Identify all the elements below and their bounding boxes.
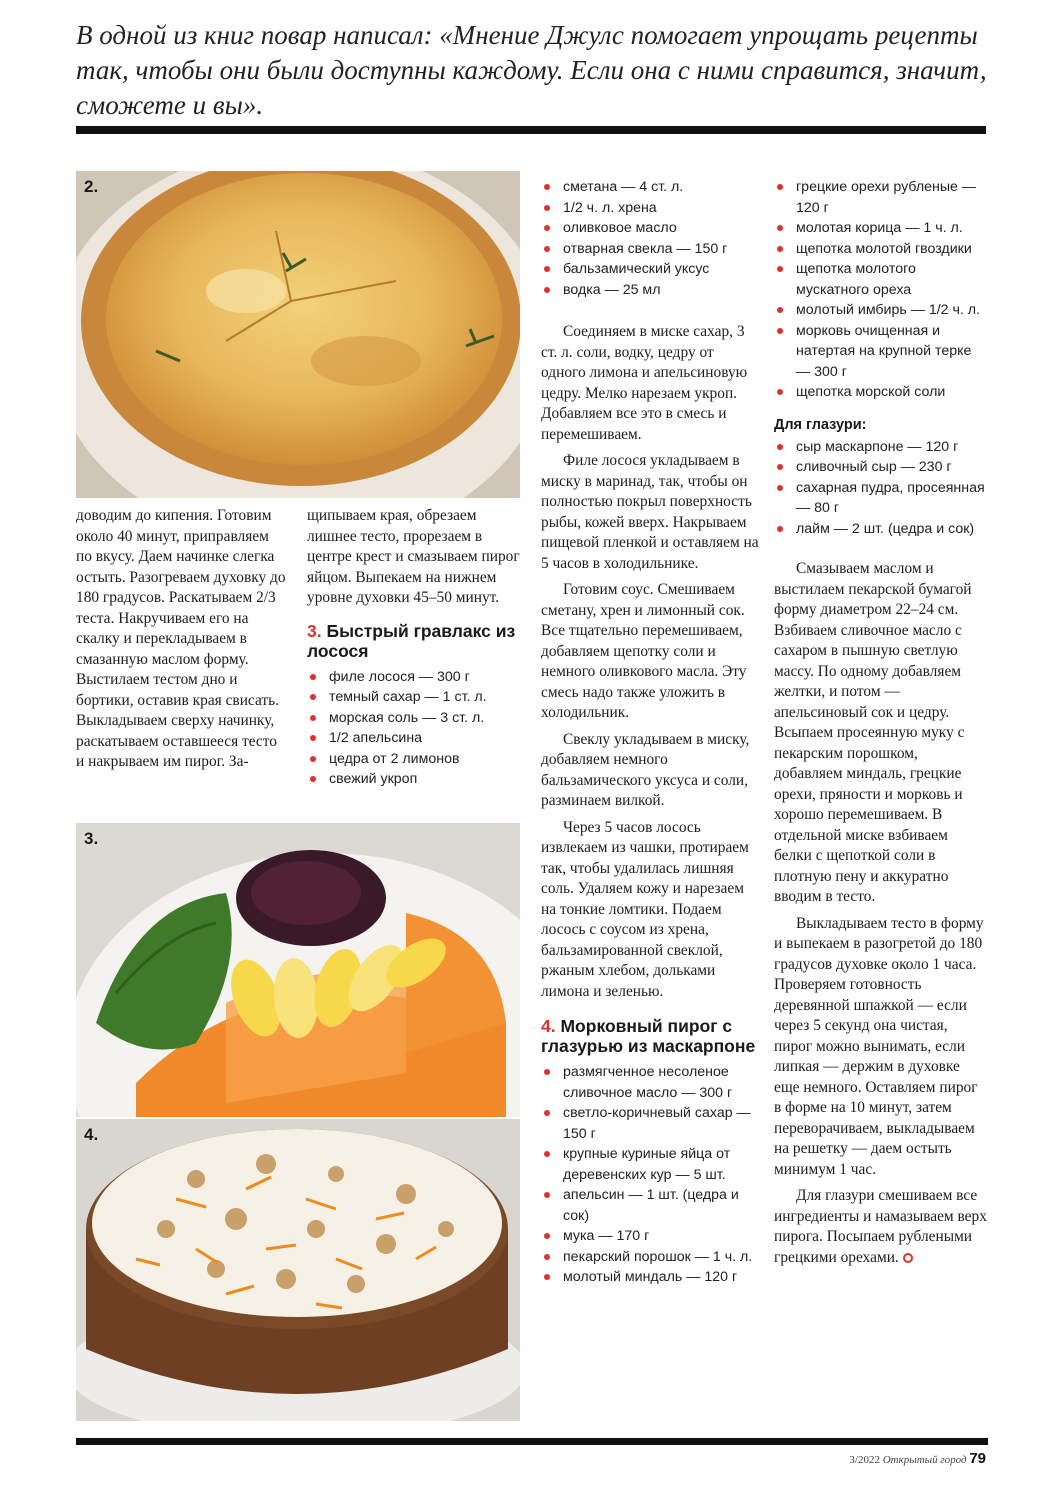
col1-paragraph: доводим до кипения. Готовим около 40 минут, приправляем по вкусу. Даем начинке слегка остыть. Разогреваем духовку до 180 градусов. Раскатываем 2/3 теста. Накручиваем его на скалку и перекладываем в смазанную маслом форму. Выстилаем тестом дно и бортики, оставив края свисать. Выкладываем сверху начинку, раскатываем оставшееся тесто и накрываем им пирог. За- [76,507,286,770]
ingredient-item: отварная свекла — 150 г [541,239,759,260]
ingredient-item: 1/2 ч. л. хрена [541,198,759,219]
col3-paragraph: Соединяем в миске сахар, 3 ст. л. соли, водку, цедру от одного лимона и апельсиновую цедру. Мелко нарезаем укроп. Добавляем все это в смесь и перемешиваем. [541,323,748,443]
photo-2-label: 2. [84,177,99,196]
ingredient-item: морковь очищенная и натертая на крупной терке — 300 г [774,321,988,383]
photo-4-label: 4. [84,1125,99,1144]
column-1 [76,506,288,779]
ingredient-item: свежий укроп [307,769,521,790]
recipe-3-ingredients-cont [541,177,759,300]
header-quote: В одной из книг повар написал: «Мнение Джулс помогает упрощать рецепты так, чтобы они были доступны каждому. Если она с ними справится, значит, сможете и вы». [76,20,987,120]
recipe-4-ingredients-cont [774,177,988,403]
ingredient-item: апельсин — 1 шт. (цедра и сок) [541,1185,759,1226]
ingredient-item: размягченное несоленое сливочное масло — 300 г [541,1062,759,1103]
photo-pie [76,171,520,498]
footer-magazine: Открытый город [882,1454,967,1466]
ingredient-item: грецкие орехи рубленые — 120 г [774,177,988,218]
pie-illustration [76,171,520,498]
end-mark-icon [903,1253,913,1263]
ingredient-item: бальзамический уксус [541,259,759,280]
col3-paragraph: Через 5 часов лосось извлекаем из чашки, протираем так, чтобы удалилась лишняя соль. Удаляем кожу и нарезаем на тонкие ломтики. Подаем лосось с соусом из хрена, бальзамированной свеклой, ржаным хлебом, дольками лимона и зеленью. [541,818,749,1000]
col4-final-paragraph [774,1186,988,1268]
col2-paragraph: щипываем края, обрезаем лишнее тесто, прорезаем в центре крест и смазываем пирог яйцом. Выпекаем на нижнем уровне духовки 45–50 минут. [307,507,520,606]
recipe-3-number: 3. [307,620,322,641]
photo-3-label: 3. [84,829,99,848]
ingredient-item: сыр маскарпоне — 120 г [774,437,988,458]
glaze-heading: Для глазури: [774,416,867,433]
ingredient-item: морская соль — 3 ст. л. [307,708,521,729]
ingredient-item: цедра от 2 лимонов [307,749,521,770]
column-4 [774,177,988,1274]
ingredient-item: сахарная пудра, просеянная — 80 г [774,478,988,519]
ingredient-item: молотый имбирь — 1/2 ч. л. [774,300,988,321]
recipe-3-heading [307,621,521,661]
footer-issue: 3/2022 [849,1454,880,1466]
carrot-cake-illustration [76,1119,520,1421]
col3-paragraph: Готовим соус. Смешиваем сметану, хрен и лимонный сок. Все тщательно перемешиваем, добавляем щепотку соли и немного оливкового масла. Эту смесь надо также уложить в холодильник. [541,581,747,721]
header-rule [76,126,986,134]
recipe-4-number: 4. [541,1016,556,1036]
ingredient-item: филе лосося — 300 г [307,667,521,688]
col4-paragraph: Выкладываем тесто в форму и выпекаем в разогретой до 180 градусов духовке около 1 часа. Проверяем готовность деревянной шпажкой — если через 5 секунд она чистая, пирог можно вынимать, если липкая — держим в духовке еще немного. Оставляем пирог в форме на 10 минут, затем переворачиваем, выкладываем на решетку — даем остыть минимум 1 час. [774,914,984,1178]
ingredient-item: сметана — 4 ст. л. [541,177,759,198]
ingredient-item: сливочный сыр — 230 г [774,457,988,478]
ingredient-item: лайм — 2 шт. (цедра и сок) [774,519,988,540]
ingredient-item: оливковое масло [541,218,759,239]
ingredient-item: молотый миндаль — 120 г [541,1267,759,1288]
column-2 [307,506,521,790]
gravlax-illustration [76,823,520,1117]
ingredient-item: 1/2 апельсина [307,728,521,749]
ingredient-item: щепотка молотой гвоздики [774,239,988,260]
ingredient-item: щепотка молотого мускатного ореха [774,259,988,300]
ingredient-item: молотая корица — 1 ч. л. [774,218,988,239]
recipe-4-heading [541,1016,759,1056]
ingredient-item: пекарский порошок — 1 ч. л. [541,1247,759,1268]
footer-rule [76,1438,988,1445]
ingredient-item: темный сахар — 1 ст. л. [307,687,521,708]
ingredient-item: водка — 25 мл [541,280,759,301]
photo-gravlax [76,823,520,1117]
recipe-4-ingredients [541,1062,759,1288]
col3-paragraph: Филе лосося укладываем в миску в маринад, так, чтобы он полностью покрыл поверхность рыбы, кожей вверх. Накрываем пищевой пленкой и оставляем на 5 часов в холодильнике. [541,452,759,572]
recipe-4-title: Морковный пирог с глазурью из маскарпоне [541,1016,756,1056]
glaze-ingredients [774,437,988,540]
ingredient-item: крупные куриные яйца от деревенских кур — 5 шт. [541,1144,759,1185]
footer-page-number: 79 [969,1450,986,1467]
recipe-3-ingredients [307,667,521,790]
col3-paragraph: Свеклу укладываем в миску, добавляем немного бальзамического уксуса и соли, разминаем вилкой. [541,730,750,809]
footer [849,1450,986,1467]
ingredient-item: щепотка морской соли [774,382,988,403]
col4-paragraph: Смазываем маслом и выстилаем пекарской бумагой форму диаметром 22–24 см. Взбиваем сливочное масло с сахаром в пышную светлую массу. По одному добавляем желтки, и потом — апельсиновый сок и цедру. Всыпаем просеянную муку с пекарским порошком, добавляем миндаль, грецкие орехи, пряности и морковь и хорошо перемешиваем. В отдельной миске взбиваем белки с щепоткой соли в плотную пену и аккуратно вводим в тесто. [774,560,972,905]
final-paragraph-text: Для глазури смешиваем все ингредиенты и намазываем верх пирога. Посыпаем рублеными грецкими орехами. [774,1187,987,1266]
photo-carrot-cake [76,1119,520,1421]
ingredient-item: светло-коричневый сахар — 150 г [541,1103,759,1144]
recipe-3-title: Быстрый гравлакс из лосося [307,620,516,661]
column-3 [541,177,759,1288]
ingredient-item: мука — 170 г [541,1226,759,1247]
